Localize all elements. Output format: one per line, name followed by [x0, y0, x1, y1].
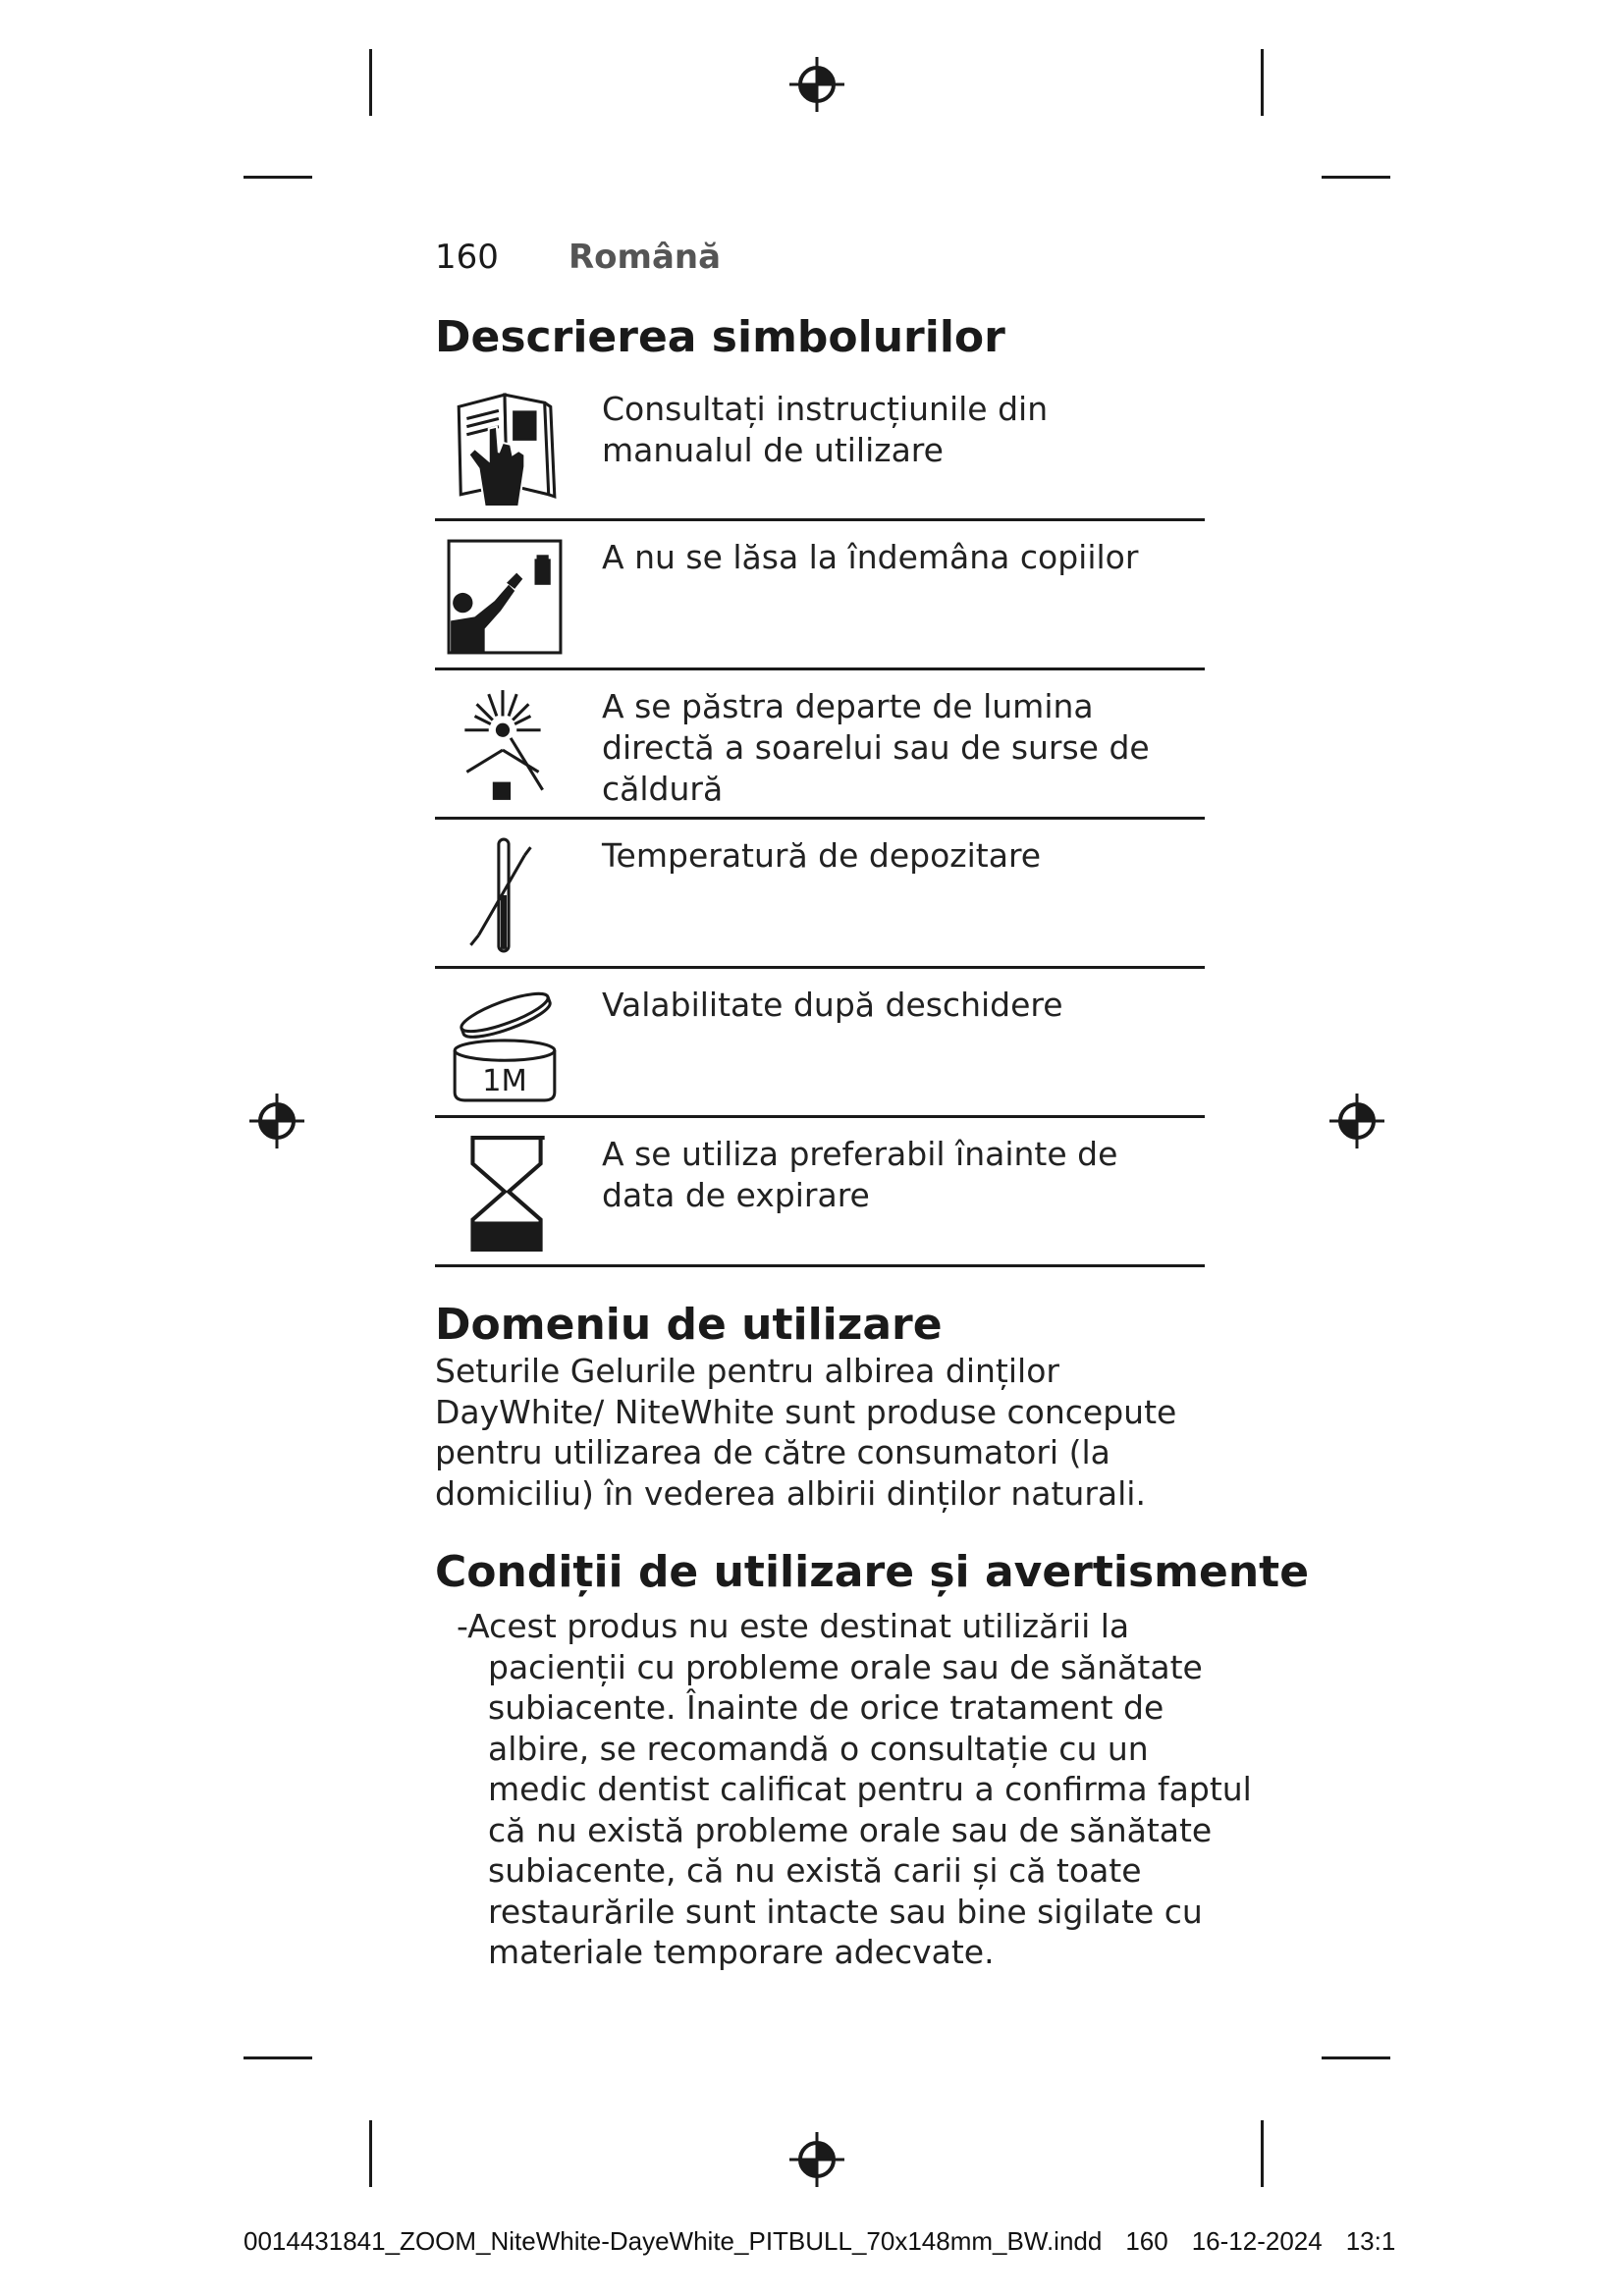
crop-mark: [244, 176, 312, 179]
registration-mark-icon: [789, 57, 844, 112]
registration-mark-icon: [789, 2132, 844, 2187]
conditions-heading: Condiții de utilizare și avertismente: [435, 1547, 1310, 1597]
symbols-heading: Descrierea simbolurilor: [435, 312, 1005, 362]
usage-text: Seturile Gelurile pentru albirea dinților DayWhite/ NiteWhite sunt produse concepute pentru utilizarea de către consumatori (la domiciliu) în vederea albirii dinților naturali.: [435, 1352, 1177, 1513]
crop-mark: [1322, 2056, 1390, 2059]
symbols-table: [435, 373, 1205, 1267]
open-jar-icon: [445, 985, 565, 1104]
sunlight-heat-icon: [445, 686, 565, 806]
crop-mark: [369, 49, 372, 116]
print-slug: [244, 2226, 1419, 2257]
slug-filename: 0014431841_ZOOM_NiteWhite-DayeWhite_PITBULL_70x148mm_BW.indd: [244, 2226, 1103, 2256]
crop-mark: [1261, 2120, 1264, 2187]
symbol-row: [435, 670, 1205, 820]
language-label: Română: [568, 238, 722, 277]
crop-mark: [369, 2120, 372, 2187]
hourglass-icon: [445, 1134, 565, 1254]
running-header: [435, 236, 721, 279]
symbol-row: [435, 373, 1205, 521]
jar-label: 1M: [482, 1063, 527, 1098]
manual-icon: [445, 389, 565, 508]
thermometer-icon: [445, 835, 565, 955]
symbol-row: [435, 1118, 1205, 1267]
page-number: 160: [435, 238, 499, 277]
slug-page: 160: [1125, 2226, 1168, 2256]
symbol-description: Temperatură de depozitare: [602, 836, 1042, 875]
symbol-description: Valabilitate după deschidere: [602, 986, 1063, 1024]
symbol-row: [435, 969, 1205, 1118]
crop-mark: [244, 2056, 312, 2059]
symbol-row: [435, 521, 1205, 670]
slug-date: 16-12-2024: [1191, 2226, 1323, 2256]
symbol-description: Consultați instrucțiunile din manualul de utilizare: [602, 390, 1049, 469]
crop-mark: [1261, 49, 1264, 116]
warning-bullet: -Acest produs nu este destinat utilizării la pacienții cu probleme orale sau de sănătate subiacente. Înainte de orice tratament de albire, se recomandă o consultație cu un medic dentist calificat pentru a confirma faptul că nu există probleme orale sau de sănătate subiacente, că nu există carii și că toate restaurările sunt intacte sau bine sigilate cu materiale temporare adecvate.: [457, 1607, 1252, 1971]
usage-heading: Domeniu de utilizare: [435, 1300, 943, 1350]
keep-from-children-icon: [445, 537, 565, 657]
symbol-row: [435, 820, 1205, 969]
registration-mark-icon: [249, 1094, 304, 1148]
crop-mark: [1322, 176, 1390, 179]
symbol-description: A se păstra departe de lumina directă a soarelui sau de surse de căldură: [602, 687, 1150, 808]
symbol-description: A se utiliza preferabil înainte de data de expirare: [602, 1135, 1118, 1214]
registration-mark-icon: [1329, 1094, 1384, 1148]
slug-time: 13:1: [1345, 2226, 1396, 2256]
symbol-description: A nu se lăsa la îndemâna copiilor: [602, 538, 1139, 576]
